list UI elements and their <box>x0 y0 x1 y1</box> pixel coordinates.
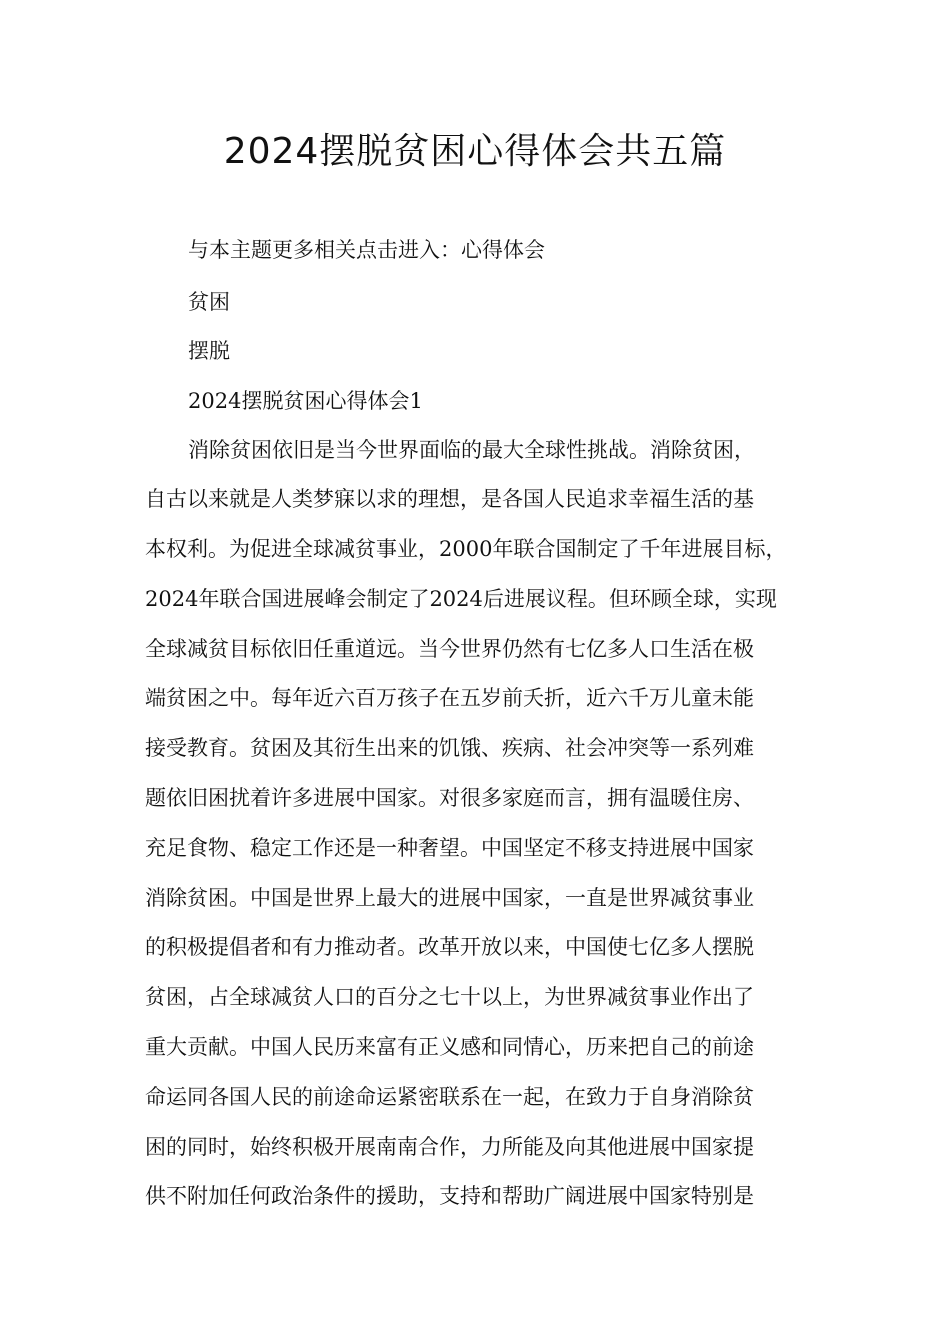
paragraph-line: 的积极提倡者和有力推动者。改革开放以来，中国使七亿多人摆脱 <box>145 935 754 959</box>
paragraph-line: 题依旧困扰着许多进展中国家。对很多家庭而言，拥有温暖住房、 <box>145 786 754 810</box>
paragraph-line: 接受教育。贫困及其衍生出来的饥饿、疾病、社会冲突等一系列难 <box>145 736 754 760</box>
document-title: 2024摆脱贫困心得体会共五篇 <box>223 131 727 172</box>
paragraph-line: 端贫困之中。每年近六百万孩子在五岁前夭折，近六千万儿童未能 <box>145 686 754 710</box>
paragraph-line: 消除贫困。中国是世界上最大的进展中国家，一直是世界减贫事业 <box>145 886 754 910</box>
paragraph-line: 本权利。为促进全球减贫事业，2000年联合国制定了千年进展目标， <box>145 537 787 561</box>
paragraph-line: 消除贫困依旧是当今世界面临的最大全球性挑战。消除贫困， <box>188 438 755 462</box>
paragraph-line: 命运同各国人民的前途命运紧密联系在一起，在致力于自身消除贫 <box>145 1085 754 1109</box>
paragraph-line: 自古以来就是人类梦寐以求的理想，是各国人民追求幸福生活的基 <box>145 487 754 511</box>
related-topic-line: 与本主题更多相关点击进入：心得体会 <box>188 238 545 262</box>
tag-escape: 摆脱 <box>188 339 230 363</box>
tag-poverty: 贫困 <box>188 290 230 314</box>
paragraph-line: 贫困，占全球减贫人口的百分之七十以上，为世界减贫事业作出了 <box>145 985 754 1009</box>
paragraph-line: 供不附加任何政治条件的援助，支持和帮助广阔进展中国家特别是 <box>145 1184 754 1208</box>
paragraph-line: 重大贡献。中国人民历来富有正义感和同情心，历来把自己的前途 <box>145 1035 754 1059</box>
paragraph-line: 困的同时，始终积极开展南南合作，力所能及向其他进展中国家提 <box>145 1135 754 1159</box>
paragraph-line: 2024年联合国进展峰会制定了2024后进展议程。但环顾全球，实现 <box>145 587 777 611</box>
paragraph-line: 充足食物、稳定工作还是一种奢望。中国坚定不移支持进展中国家 <box>145 836 754 860</box>
paragraph-line: 全球减贫目标依旧任重道远。当今世界仍然有七亿多人口生活在极 <box>145 637 754 661</box>
section-heading: 2024摆脱贫困心得体会1 <box>188 389 423 413</box>
